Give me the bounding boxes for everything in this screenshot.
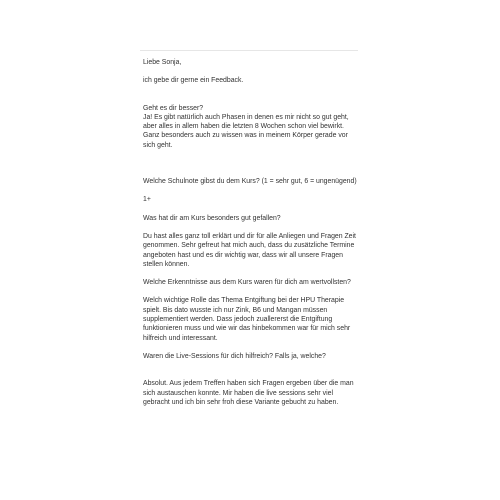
answer-liked: Du hast alles ganz toll erklärt und dir für alle Anliegen und Fragen Zeit genommen. Sehr gefreut hat mich auch, dass du zusätzliche Termine angeboten hast und es dir wichtig war, dass wir all unsere Fragen stellen können.: [143, 232, 356, 268]
question-grade: Welche Schulnote gibst du dem Kurs? (1 = sehr gut, 6 = ungenügend): [143, 178, 357, 186]
answer-grade: 1+: [143, 196, 151, 204]
header-divider: [140, 50, 358, 51]
question-insights: Welche Erkenntnisse aus dem Kurs waren für dich am wertvollsten?: [143, 279, 351, 287]
answer-live-sessions: Absolut. Aus jedem Treffen haben sich Fragen ergeben über die man sich austauschen konnte. Mir haben die live sessions sehr viel gebracht und ich bin sehr froh diese Variante gebucht zu haben.: [143, 380, 354, 406]
question-live-sessions: Waren die Live-Sessions für dich hilfreich? Falls ja, welche?: [143, 352, 326, 360]
greeting: Liebe Sonja,: [143, 59, 182, 66]
paragraph-wellbeing: Geht es dir besser? Ja! Es gibt natürlich auch Phasen in denen es mir nicht so gut geht, aber alles in allem haben die letzten 8 Wochen schon viel bewirkt. Ganz besonders auch zu wissen was in meinem Körper gerade vor sich geht.: [143, 104, 349, 149]
email-body: [143, 58, 361, 407]
answer-insights: Welch wichtige Rolle das Thema Entgiftung bei der HPU Therapie spielt. Bis dato wusste ich nur Zink, B6 und Mangan müssen supplementiert werden. Dass jedoch zuallererst die Entgiftung funktionieren muss und wie wir das hinbekommen war für mich sehr hilfreich und interessant.: [143, 297, 351, 342]
question-liked: Was hat dir am Kurs besonders gut gefallen?: [143, 214, 281, 222]
intro-text: ich gebe dir gerne ein Feedback.: [143, 77, 244, 85]
